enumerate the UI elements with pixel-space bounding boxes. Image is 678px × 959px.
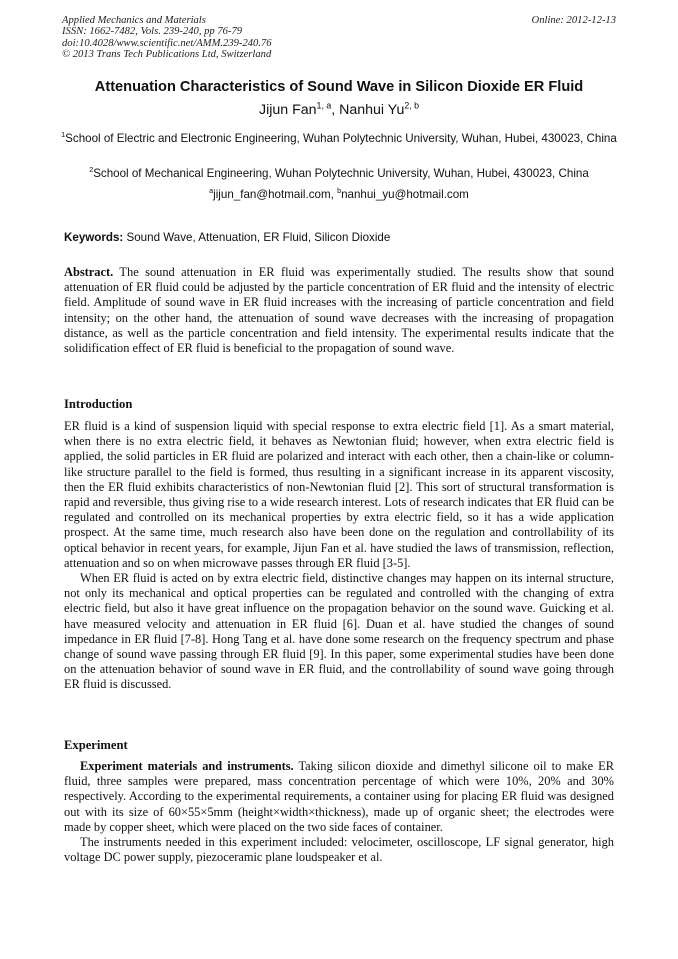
issn-line: ISSN: 1662-7482, Vols. 239-240, pp 76-79 — [62, 26, 243, 38]
author-superscript: 2, b — [404, 100, 420, 111]
online-date: Online: 2012-12-13 — [531, 15, 616, 26]
paper-title: Attenuation Characteristics of Sound Wave in Silicon Dioxide ER Fluid — [94, 79, 584, 95]
paragraph: When ER fluid is acted on by extra electric field, distinctive changes may happen on its internal structure, not only its mechanical and optical properties can be regulated and controlled with the changing of extra electric field, but also it have great influence on the propagation behavior on the sound wave. Guicking et al. have measured velocity and attenuation in ER fluid [6]. Duan et al. have studied the changes of sound impedance in ER fluid [7-8]. Hong Tang et al. have done some research on the frequency spectrum and phase change of sound wave passing through ER fluid [9]. In this paper, some experimental studies have been done on the attenuation behavior of sound wave in ER fluid, and the controllability of sound wave going through ER fluid is discussed. — [64, 571, 614, 692]
affiliation-marker: 2 — [89, 165, 94, 175]
paragraph — [64, 759, 614, 835]
email-line — [0, 188, 678, 201]
section-heading-experiment: Experiment — [64, 738, 128, 752]
doi-line: doi:10.4028/www.scientific.net/AMM.239-240.76 — [62, 37, 272, 49]
keywords-text: Sound Wave, Attenuation, ER Fluid, Silicon Dioxide — [123, 231, 391, 244]
section-heading-introduction: Introduction — [64, 397, 133, 411]
author-line — [0, 102, 678, 118]
journal-name: Applied Mechanics and Materials — [62, 15, 206, 26]
email-marker: a — [209, 186, 214, 196]
abstract — [64, 265, 614, 356]
affiliation-text: School of Mechanical Engineering, Wuhan Polytechnic University, Wuhan, Hubei, 430023, China — [93, 167, 589, 180]
email-address: nanhui_yu@hotmail.com — [341, 188, 469, 201]
abstract-label: Abstract. — [64, 265, 114, 279]
journal-header — [62, 15, 272, 61]
paragraph: ER fluid is a kind of suspension liquid with special response to extra electric field [1]. As a smart material, when there is no extra electric field, it behaves as Newtonian fluid; however, when extra electric field is applied, the solid particles in ER fluid are polarized and interact with each other, then a chain-like or column-like structure parallel to the field is formed, thus resulting in a significant increase in its apparent viscosity, then the ER fluid exhibits characteristics of non-Newtonian fluid [2]. This sort of structural transformation is rapid and reversible, thus giving rise to a wide research interest. Lots of research indicates that ER fluid can be regulated and controlled on its mechanical properties by extra electric field, so it has a wide application prospect. At the same time, much research also have been done on the regulation and controllability of its optical behavior in recent years, for example, Jijun Fan et al. have studied the laws of transmission, reflection, attenuation and so on when microwave passes through ER fluid [3-5]. — [64, 419, 614, 570]
author-name: Jijun Fan — [258, 102, 317, 118]
abstract-text: The sound attenuation in ER fluid was experimentally studied. The results show that sound attenuation of ER fluid could be adjusted by the particle concentration of ER fluid and the intensity of electric field. Amplitude of sound wave in ER fluid increases with the increasing of particle concentration and field intensity; on the other hand, the attenuation of sound wave decreases with the increasing of propagation distance, as well as the particle concentration and field intensity. The experimental results indicate that the solidification effect of ER fluid is beneficial to the propagation of sound wave. — [64, 265, 614, 356]
affiliation-text: School of Electric and Electronic Engineering, Wuhan Polytechnic University, Wuhan, Hubei, 430023, China — [65, 132, 617, 145]
author-name: Nanhui Yu — [339, 102, 405, 118]
email-marker: b — [337, 186, 342, 196]
paragraph: The instruments needed in this experiment included: velocimeter, oscilloscope, LF signal generator, high voltage DC power supply, piezoceramic plane loudspeaker et al. — [64, 835, 614, 865]
affiliation-1 — [60, 131, 618, 146]
author-separator: , — [331, 102, 340, 118]
abstract-paragraph — [64, 265, 614, 356]
keywords — [64, 231, 390, 244]
introduction-body — [64, 419, 614, 693]
paragraph-text: Taking silicon dioxide and dimethyl silicone oil to make ER fluid, three samples were prepared, mass concentration percentage of which were 10%, 20% and 30% respectively. According to the experimental requirements, a container using for placing ER fluid was designed out with its size of 60×55×5mm (height×width×thickness), made up of organic sheet; the electrodes were made by copper sheet, which were placed on the two side faces of container. — [64, 759, 614, 834]
affiliation-marker: 1 — [61, 130, 66, 140]
keywords-label: Keywords: — [64, 231, 124, 244]
author-superscript: 1, a — [316, 100, 332, 111]
affiliation-2 — [60, 166, 618, 181]
experiment-body — [64, 759, 614, 865]
copyright-line: © 2013 Trans Tech Publications Ltd, Switzerland — [62, 49, 272, 61]
email-address: jijun_fan@hotmail.com, — [213, 188, 338, 201]
subsection-label: Experiment materials and instruments. — [80, 759, 294, 773]
